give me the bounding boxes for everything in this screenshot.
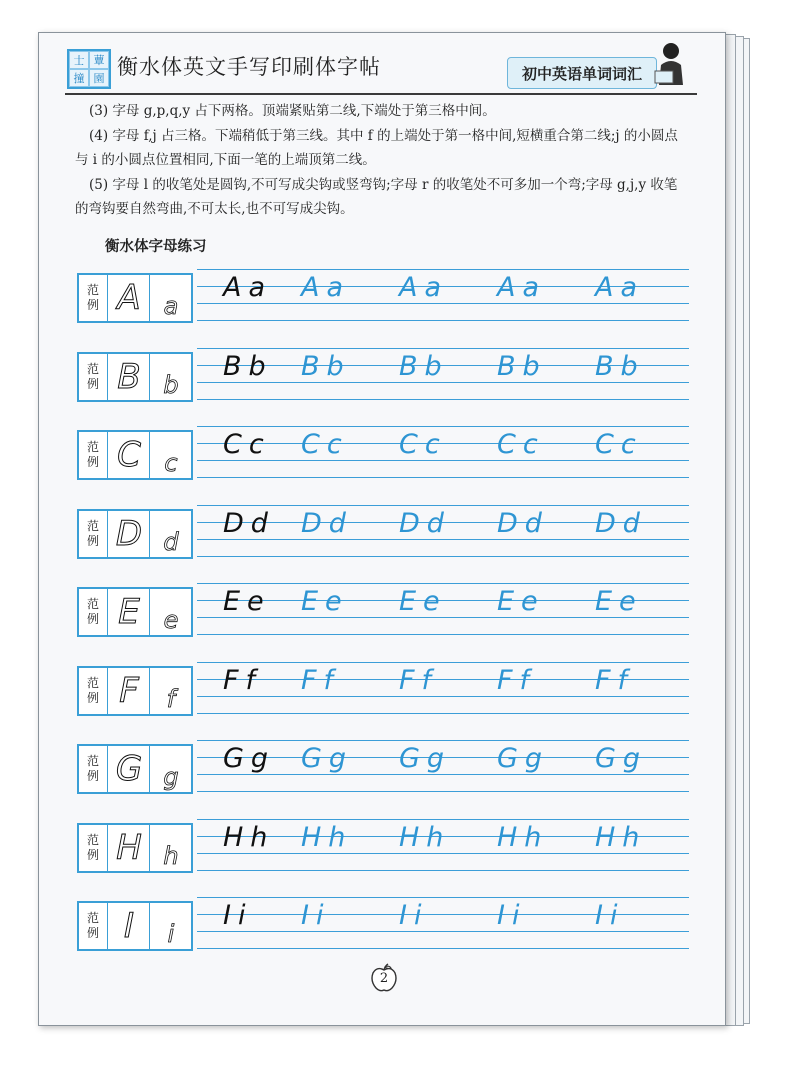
guide-line — [197, 460, 689, 461]
example-lowercase — [151, 668, 191, 722]
example-label — [79, 275, 108, 321]
trace-letter-pair[interactable]: Cc — [301, 429, 349, 460]
trace-letter-pair[interactable]: Bb — [595, 350, 645, 382]
example-lowercase — [151, 511, 191, 565]
model-letter-pair: Cc — [223, 429, 271, 460]
example-uppercase — [109, 511, 150, 557]
example-label — [79, 903, 108, 949]
practice-row — [77, 430, 689, 478]
trace-letter-pair[interactable]: Hh — [497, 821, 549, 853]
example-lowercase-letter: d — [163, 527, 179, 556]
example-uppercase-letter: D — [115, 513, 143, 554]
example-label-char: 例 — [86, 533, 99, 548]
writing-notes — [75, 99, 685, 222]
trace-letter-pair[interactable]: Ff — [497, 664, 537, 696]
example-label-char: 例 — [86, 690, 99, 705]
trace-letter-pair[interactable]: Cc — [399, 429, 447, 460]
example-lowercase-letter: i — [167, 920, 175, 948]
trace-letter-pair[interactable]: Ii — [301, 900, 331, 931]
example-uppercase-letter: G — [115, 749, 143, 789]
guide-line — [197, 713, 689, 714]
example-box — [77, 901, 193, 951]
guide-line — [197, 931, 689, 932]
book-title: 衡水体英文手写印刷体字帖 — [117, 55, 381, 79]
example-label-char: 例 — [86, 298, 99, 312]
practice-row — [77, 666, 689, 714]
example-label — [79, 825, 108, 871]
example-box — [77, 666, 193, 716]
example-label-char: 例 — [86, 455, 99, 469]
trace-letter-pair[interactable]: Aa — [399, 272, 449, 303]
trace-letter-pair[interactable]: Bb — [497, 350, 547, 382]
guide-line — [197, 320, 689, 321]
example-lowercase — [151, 354, 191, 408]
example-box — [77, 823, 193, 873]
example-label-char: 例 — [86, 847, 99, 862]
guide-line — [197, 774, 689, 775]
practice-row — [77, 823, 689, 871]
four-line-grid — [197, 897, 689, 951]
header-divider — [65, 93, 697, 95]
example-uppercase-letter: F — [119, 670, 139, 711]
trace-letter-pair[interactable]: Ii — [399, 900, 429, 931]
example-box — [77, 273, 193, 323]
four-line-grid — [197, 819, 689, 873]
trace-letter-pair[interactable]: Dd — [301, 507, 353, 539]
note-paragraph: (4) 字母 f,j 占三格。下端稍低于第三线。其中 f 的上端处于第一格中间,短横重合第二线;j 的小圆点与 i 的小圆点位置相同,下面一笔的上端顶第二线。 — [75, 127, 678, 168]
four-line-grid — [197, 426, 689, 480]
logo-char: 撞 — [69, 69, 89, 87]
logo-char: 士 — [69, 51, 89, 69]
example-label — [79, 589, 108, 635]
example-box — [77, 352, 193, 402]
guide-line — [197, 583, 689, 584]
example-uppercase — [109, 825, 150, 871]
example-label — [79, 746, 108, 792]
example-label-char: 范 — [86, 361, 99, 376]
trace-letter-pair[interactable]: Gg — [301, 743, 354, 774]
model-letter-pair: Ii — [223, 900, 253, 931]
example-lowercase-letter: e — [163, 606, 179, 634]
practice-row — [77, 587, 689, 635]
trace-letter-pair[interactable]: Ff — [301, 664, 341, 696]
model-letter-pair: Hh — [223, 821, 275, 853]
model-letter-pair: Aa — [223, 272, 273, 303]
example-label-char: 例 — [86, 769, 99, 783]
model-letter-pair: Dd — [223, 507, 275, 539]
example-uppercase — [109, 275, 150, 321]
model-letter-pair: Ee — [223, 586, 271, 617]
note-paragraph: (3) 字母 g,p,q,y 占下两格。顶端紧贴第二线,下端处于第三格中间。 — [89, 103, 496, 119]
model-letter-pair: Bb — [223, 350, 273, 382]
guide-line — [197, 303, 689, 304]
trace-letter-pair[interactable]: Bb — [301, 350, 351, 382]
example-label — [79, 354, 108, 400]
example-label-char: 范 — [86, 832, 99, 847]
model-letter-pair: Gg — [223, 743, 276, 774]
example-lowercase — [151, 903, 191, 957]
guide-line — [197, 426, 689, 427]
guide-line — [197, 634, 689, 635]
example-uppercase — [109, 903, 150, 949]
four-line-grid — [197, 740, 689, 794]
guide-line — [197, 617, 689, 618]
trace-letter-pair[interactable]: Aa — [497, 272, 547, 303]
example-label-char: 范 — [86, 675, 99, 690]
guide-line — [197, 897, 689, 898]
practice-row — [77, 352, 689, 400]
trace-letter-pair[interactable]: Ee — [497, 586, 545, 617]
trace-letter-pair[interactable]: Hh — [301, 821, 353, 853]
example-label-char: 范 — [86, 518, 99, 533]
practice-row — [77, 273, 689, 321]
guide-line — [197, 505, 689, 506]
guide-line — [197, 791, 689, 792]
page-number: 2 — [379, 971, 389, 986]
four-line-grid — [197, 662, 689, 716]
guide-line — [197, 399, 689, 400]
practice-row — [77, 509, 689, 557]
guide-line — [197, 870, 689, 871]
publisher-logo — [67, 49, 111, 89]
example-box — [77, 430, 193, 480]
guide-line — [197, 948, 689, 949]
four-line-grid — [197, 269, 689, 323]
example-label-char: 范 — [86, 911, 99, 925]
example-label-char: 例 — [86, 376, 99, 391]
trace-letter-pair[interactable]: Bb — [399, 350, 449, 382]
trace-letter-pair[interactable]: Aa — [595, 272, 645, 303]
example-lowercase-letter: a — [163, 292, 179, 320]
four-line-grid — [197, 348, 689, 402]
trace-letter-pair[interactable]: Gg — [595, 743, 648, 774]
trace-letter-pair[interactable]: Ff — [595, 664, 635, 696]
example-uppercase-letter: H — [116, 827, 142, 868]
example-lowercase — [151, 589, 191, 643]
example-uppercase — [109, 589, 150, 635]
guide-line — [197, 348, 689, 349]
trace-letter-pair[interactable]: Gg — [399, 743, 452, 774]
trace-letter-pair[interactable]: Dd — [595, 507, 647, 539]
example-box — [77, 744, 193, 794]
example-lowercase-letter: g — [163, 763, 179, 791]
practice-row — [77, 744, 689, 792]
trace-letter-pair[interactable]: Hh — [399, 821, 451, 853]
example-lowercase-letter: h — [163, 841, 179, 870]
example-uppercase — [109, 668, 150, 714]
trace-letter-pair[interactable]: Dd — [399, 507, 451, 539]
example-lowercase — [151, 275, 191, 329]
trace-letter-pair[interactable]: Cc — [497, 429, 545, 460]
trace-letter-pair[interactable]: Ee — [301, 586, 349, 617]
example-label-char: 范 — [86, 440, 99, 454]
example-box — [77, 509, 193, 559]
guide-line — [197, 556, 689, 557]
guide-line — [197, 539, 689, 540]
guide-line — [197, 477, 689, 478]
guide-line — [197, 662, 689, 663]
trace-letter-pair[interactable]: Aa — [301, 272, 351, 303]
guide-line — [197, 382, 689, 383]
trace-letter-pair[interactable]: Cc — [595, 429, 643, 460]
page-header — [39, 33, 725, 97]
trace-letter-pair[interactable]: Ff — [399, 664, 439, 696]
trace-letter-pair[interactable]: Gg — [497, 743, 550, 774]
example-label-char: 范 — [86, 754, 99, 768]
example-uppercase — [109, 432, 150, 478]
example-uppercase — [109, 746, 150, 792]
trace-letter-pair[interactable]: Ee — [399, 586, 447, 617]
example-label — [79, 432, 108, 478]
example-label-char: 范 — [86, 283, 99, 297]
example-lowercase-letter: b — [163, 370, 179, 399]
trace-letter-pair[interactable]: Ii — [595, 900, 625, 931]
example-label-char: 例 — [86, 612, 99, 626]
example-uppercase-letter: E — [118, 592, 140, 632]
student-mascot-icon — [653, 41, 689, 87]
trace-letter-pair[interactable]: Ee — [595, 586, 643, 617]
example-label — [79, 511, 108, 557]
guide-line — [197, 269, 689, 270]
logo-char: 蕈 — [89, 51, 109, 69]
example-lowercase — [151, 746, 191, 800]
trace-letter-pair[interactable]: Hh — [595, 821, 647, 853]
example-uppercase-letter: A — [117, 278, 141, 318]
guide-line — [197, 696, 689, 697]
example-label-char: 例 — [86, 926, 99, 940]
logo-char: 園 — [89, 69, 109, 87]
four-line-grid — [197, 583, 689, 637]
section-title: 衡水体字母练习 — [105, 239, 207, 255]
trace-letter-pair[interactable]: Ii — [497, 900, 527, 931]
example-box — [77, 587, 193, 637]
model-letter-pair: Ff — [223, 664, 263, 696]
guide-line — [197, 853, 689, 854]
example-lowercase-letter: f — [166, 684, 176, 713]
example-uppercase — [109, 354, 150, 400]
example-uppercase-letter: C — [117, 435, 141, 475]
practice-row — [77, 901, 689, 949]
example-lowercase — [151, 432, 191, 486]
example-lowercase — [151, 825, 191, 879]
note-paragraph: (5) 字母 l 的收笔处是圆钩,不可写成尖钩或竖弯钩;字母 r 的收笔处不可多加一个弯;字母 g,j,y 收笔的弯钩要自然弯曲,不可太长,也不可写成尖钩。 — [75, 176, 678, 217]
example-label — [79, 668, 108, 714]
example-label-char: 范 — [86, 597, 99, 611]
example-uppercase-letter: B — [117, 356, 141, 397]
example-lowercase-letter: c — [164, 449, 178, 477]
four-line-grid — [197, 505, 689, 559]
trace-letter-pair[interactable]: Dd — [497, 507, 549, 539]
guide-line — [197, 819, 689, 820]
guide-line — [197, 740, 689, 741]
workbook-page — [38, 32, 726, 1026]
example-uppercase-letter: I — [123, 906, 135, 946]
series-badge: 初中英语单词词汇 — [507, 57, 657, 89]
